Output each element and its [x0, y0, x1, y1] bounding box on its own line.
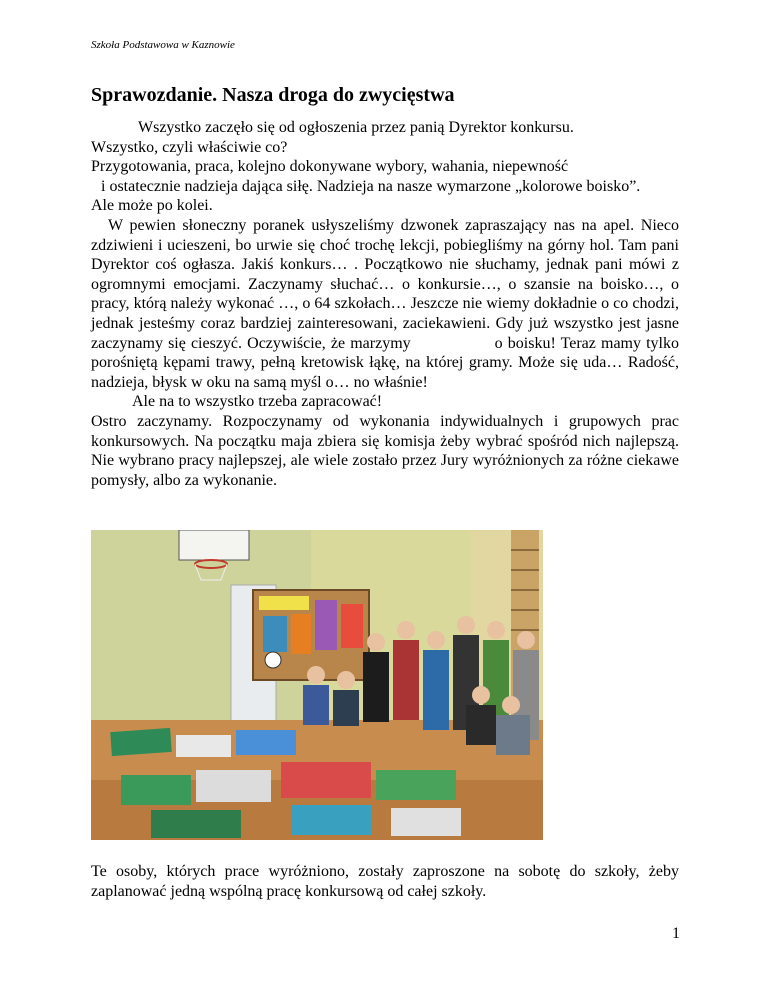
page-number: 1	[672, 925, 680, 942]
document-title: Sprawozdanie. Nasza droga do zwycięstwa	[91, 84, 455, 106]
paragraph-2: Wszystko, czyli właściwie co?	[91, 138, 288, 156]
paragraph-5: Ale może po kolei.	[91, 197, 213, 215]
paragraph-1: Wszystko zaczęło się od ogłoszenia przez panią Dyrektor konkursu.	[138, 119, 574, 136]
paragraph-7: Ale na to wszystko trzeba zapracować!	[132, 393, 383, 411]
photo-caption: Te osoby, których prace wyróżniono, zostały zaproszone na sobotę do szkoły, żeby zaplanować jedną wspólną pracę konkursową od całej szkoły.	[91, 863, 679, 900]
paragraph-3: Przygotowania, praca, kolejno dokonywane wybory, wahania, niepewność	[91, 158, 569, 176]
photo-cork-board	[253, 590, 369, 680]
paragraph-4: i ostatecznie nadzieja dająca siłę. Nadzieja na nasze wymarzone „kolorowe boisko”.	[101, 177, 641, 195]
paragraph-8: Ostro zaczynamy. Rozpoczynamy od wykonania indywidualnych i grupowych prac konkursowych. Na początku maja zbiera się komisja żeby wybrać spośród nich najlepszą. Nie wybrano pracy najlepszej, ale wiele zostało przez Jury wyróżnionych za różne ciekawe pomysły, albo za wykonanie.	[91, 412, 679, 489]
report-body	[91, 118, 679, 490]
paragraph-6-part-2: o boisku! Teraz mamy tylko porośniętą kępami trawy, pełną kretowisk łąkę, na której gramy. Może się uda… Radość, nadzieja, błysk w oku na samą myśl o… no właśnie!	[91, 334, 680, 391]
gym-photo	[91, 530, 543, 840]
page-header: Szkoła Podstawowa w Kaznowie	[91, 39, 235, 51]
paragraph-6	[91, 216, 679, 392]
paragraph-6-part-1: W pewien słoneczny poranek usłyszeliśmy dzwonek zapraszający nas na apel. Nieco zdziwieni i ucieszeni, bo urwie się choć trochę lekcji, pobiegliśmy na górny hol. Tam pani Dyrektor coś ogłasza. Jakiś konkurs… . Początkowo nie słuchamy, jednak pani mówi z ogromnymi emocjami. Zaczynamy słuchać… o konkursie…, o szansie na boisko…, o pracy, którą należy wykonać …, o 64 szkołach… Jeszcze nie wiemy dokładnie o co chodzi, jednak jesteśmy coraz bardziej zainteresowani, zaciekawieni. Gdy już wszystko jest jasne zaczynamy się cieszyć. Oczywiście, że marzymy	[91, 216, 679, 352]
